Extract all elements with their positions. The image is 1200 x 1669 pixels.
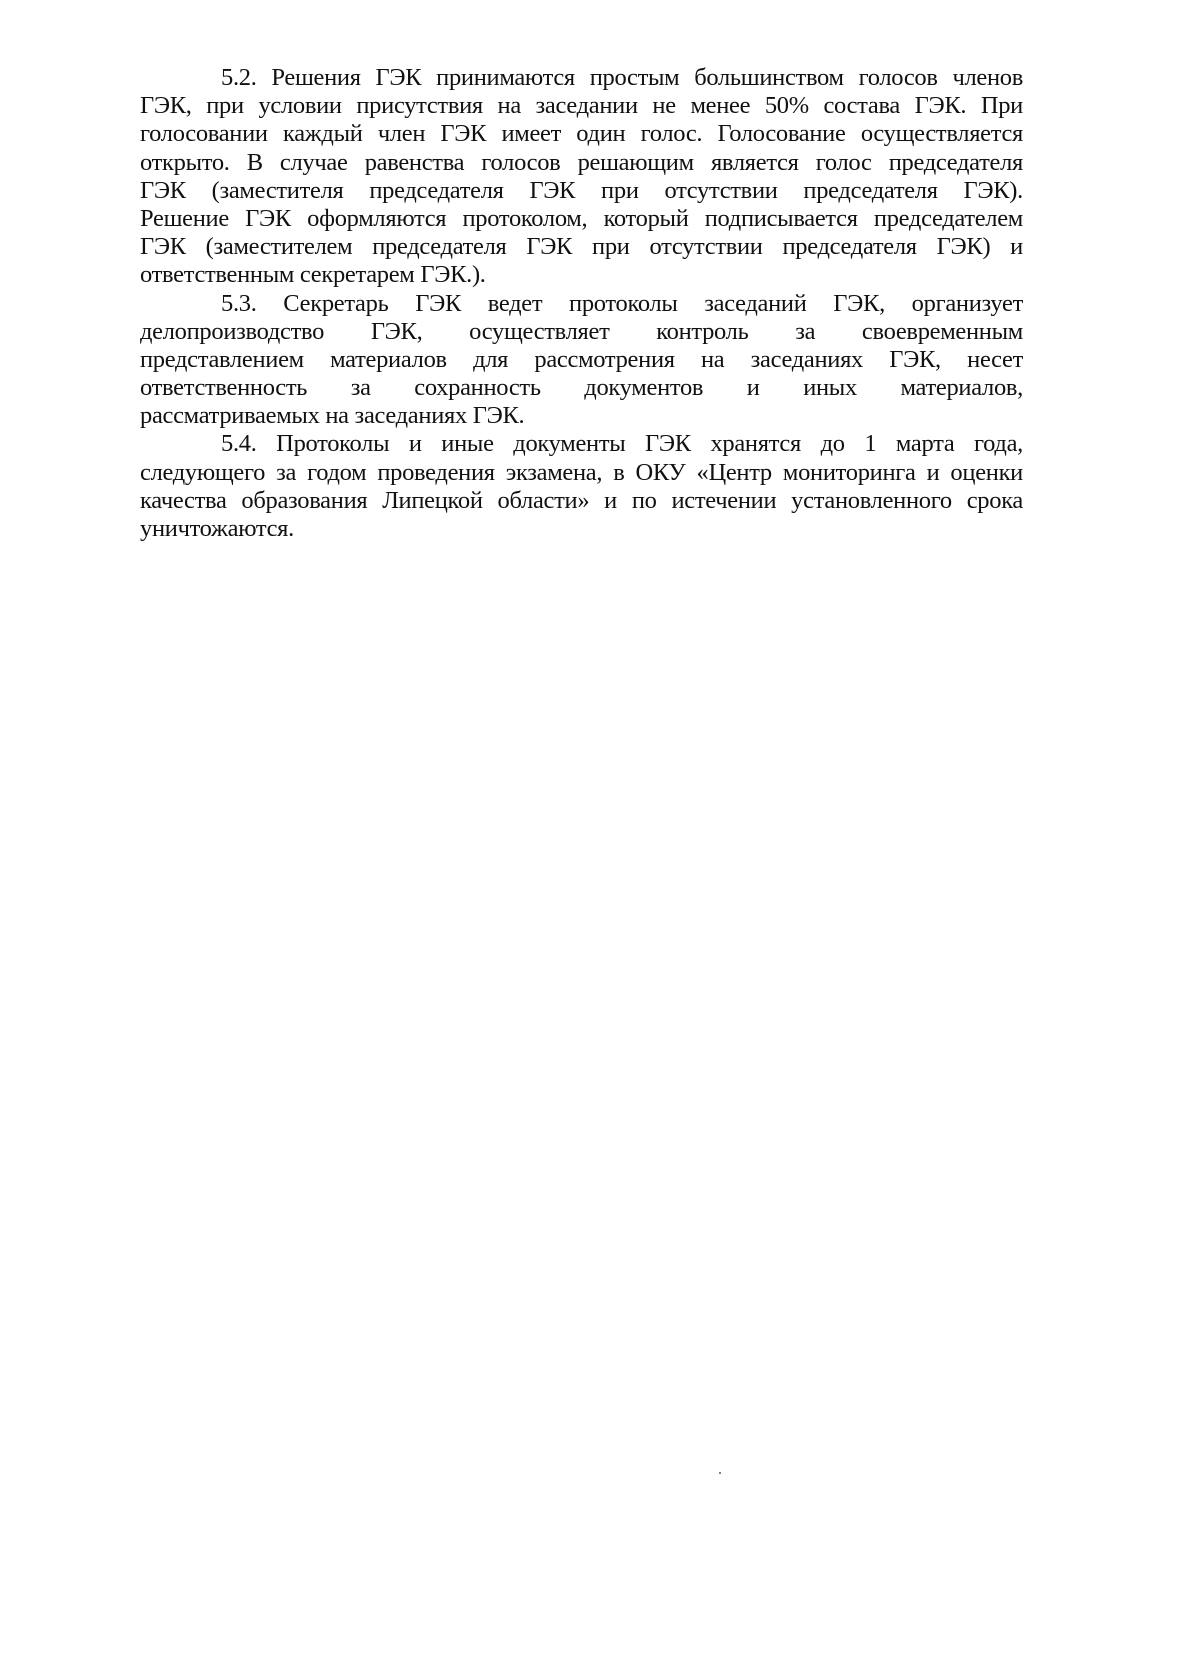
text-line: следующего за годом проведения экзамена, в ОКУ «Центр мониторинга и оценки	[140, 458, 1023, 486]
text-line: рассматриваемых на заседаниях ГЭК.	[140, 402, 525, 430]
text-line: ответственным секретарем ГЭК.).	[140, 261, 486, 289]
text-line: ГЭК (заместителем председателя ГЭК при отсутствии председателя ГЭК) и	[140, 233, 1023, 261]
text-line: ответственность за сохранность документов и иных материалов,	[140, 374, 1023, 402]
text-line: качества образования Липецкой области» и по истечении установленного срока	[140, 486, 1023, 514]
text-line: голосовании каждый член ГЭК имеет один голос. Голосование осуществляется	[140, 120, 1023, 148]
text-line: Решение ГЭК оформляются протоколом, который подписывается председателем	[140, 204, 1023, 232]
paragraph-5-4	[140, 430, 1023, 543]
scan-speck	[719, 1472, 721, 1474]
text-line: 5.2. Решения ГЭК принимаются простым большинством голосов членов	[221, 64, 1023, 91]
paragraph-5-2	[140, 64, 1023, 290]
document-page	[140, 64, 1023, 543]
text-line: ГЭК (заместителя председателя ГЭК при отсутствии председателя ГЭК).	[140, 176, 1023, 204]
text-line: 5.4. Протоколы и иные документы ГЭК хранятся до 1 марта года,	[221, 430, 1023, 458]
text-line: открыто. В случае равенства голосов решающим является голос председателя	[140, 148, 1023, 176]
text-line: делопроизводство ГЭК, осуществляет контроль за своевременным	[140, 317, 1023, 345]
text-line: уничтожаются.	[140, 515, 294, 542]
text-line: ГЭК, при условии присутствия на заседании не менее 50% состава ГЭК. При	[140, 92, 1023, 120]
text-line: представлением материалов для рассмотрения на заседаниях ГЭК, несет	[140, 345, 1023, 373]
paragraph-5-3	[140, 290, 1023, 431]
text-line: 5.3. Секретарь ГЭК ведет протоколы заседаний ГЭК, организует	[221, 289, 1023, 317]
